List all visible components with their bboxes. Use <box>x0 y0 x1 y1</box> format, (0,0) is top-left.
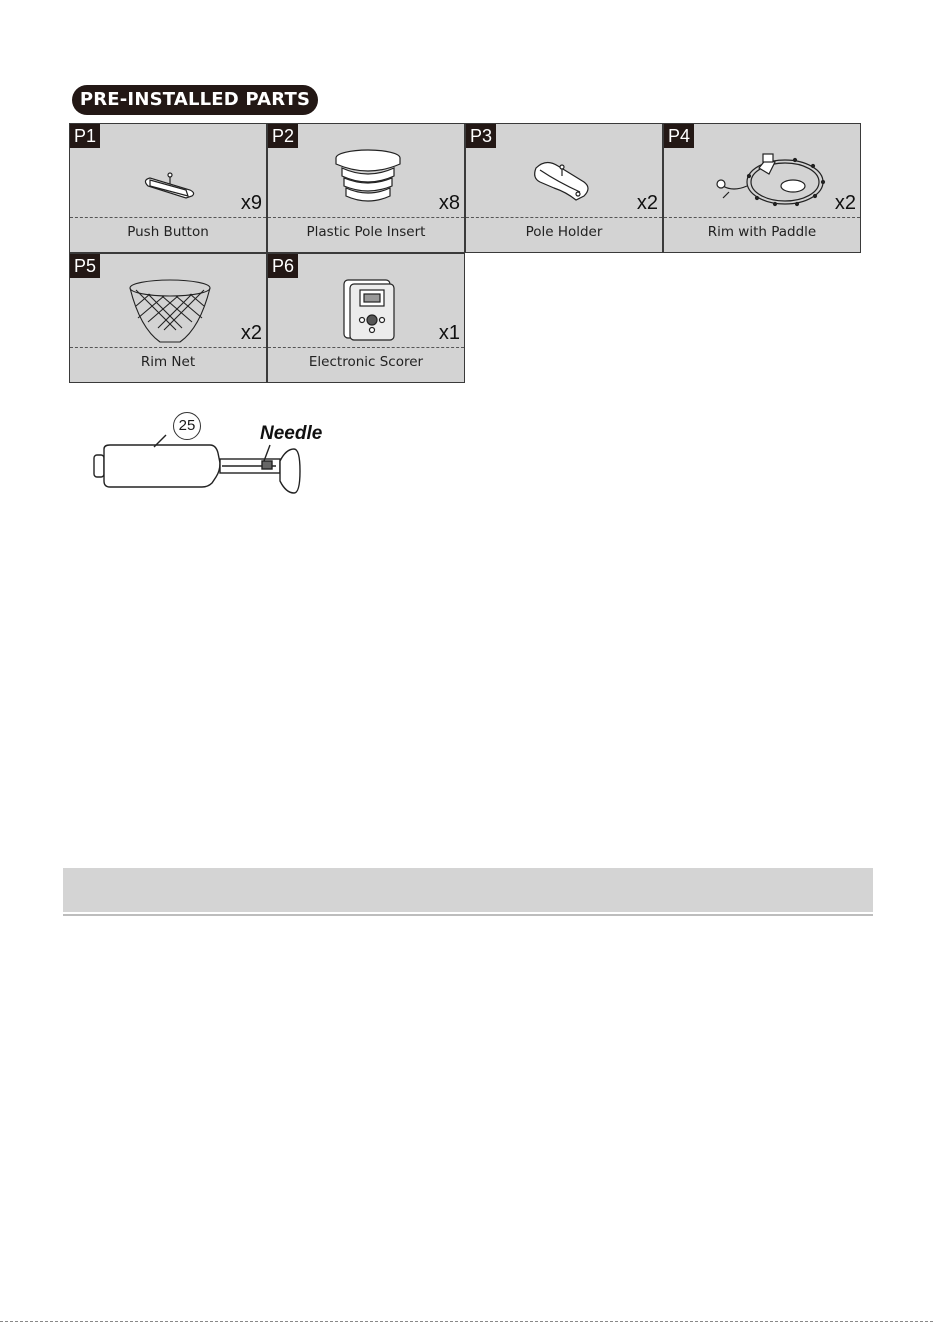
section-header-bar <box>63 868 873 912</box>
rim-paddle-icon <box>690 146 840 216</box>
section-underline <box>63 914 873 916</box>
part-callout-number: 25 <box>173 412 201 440</box>
part-divider <box>70 347 266 348</box>
part-id: P5 <box>70 254 100 278</box>
rim-net-icon <box>110 276 230 346</box>
part-name: Electronic Scorer <box>308 354 424 370</box>
part-cell-p4 <box>663 123 861 253</box>
part-id: P6 <box>268 254 298 278</box>
part-qty: x2 <box>636 192 658 214</box>
part-divider <box>268 347 464 348</box>
section-title: PRE-INSTALLED PARTS <box>72 85 318 115</box>
pole-holder-icon <box>506 146 626 216</box>
part-cell-p6 <box>267 253 465 383</box>
pole-insert-icon <box>308 146 428 216</box>
part-name: Rim Net <box>140 354 196 370</box>
part-qty: x8 <box>438 192 460 214</box>
needle-label: Needle <box>260 423 323 444</box>
part-cell-p2 <box>267 123 465 253</box>
part-id: P3 <box>466 124 496 148</box>
part-id: P1 <box>70 124 100 148</box>
part-qty: x2 <box>834 192 856 214</box>
part-divider <box>664 217 860 218</box>
part-qty: x2 <box>240 322 262 344</box>
part-name: Plastic Pole Insert <box>306 224 426 240</box>
part-divider <box>70 217 266 218</box>
air-pump-icon <box>90 405 340 497</box>
part-qty: x1 <box>438 322 460 344</box>
part-cell-p1 <box>69 123 267 253</box>
part-name: Push Button <box>127 224 209 240</box>
part-id: P4 <box>664 124 694 148</box>
part-cell-p5 <box>69 253 267 383</box>
part-divider <box>466 217 662 218</box>
part-divider <box>268 217 464 218</box>
page-bottom-border <box>0 1321 933 1322</box>
push-button-icon <box>110 146 230 216</box>
part-cell-p3 <box>465 123 663 253</box>
scorer-icon <box>308 276 428 346</box>
part-id: P2 <box>268 124 298 148</box>
part-name: Pole Holder <box>525 224 603 240</box>
part-qty: x9 <box>240 192 262 214</box>
part-name: Rim with Paddle <box>707 224 817 240</box>
